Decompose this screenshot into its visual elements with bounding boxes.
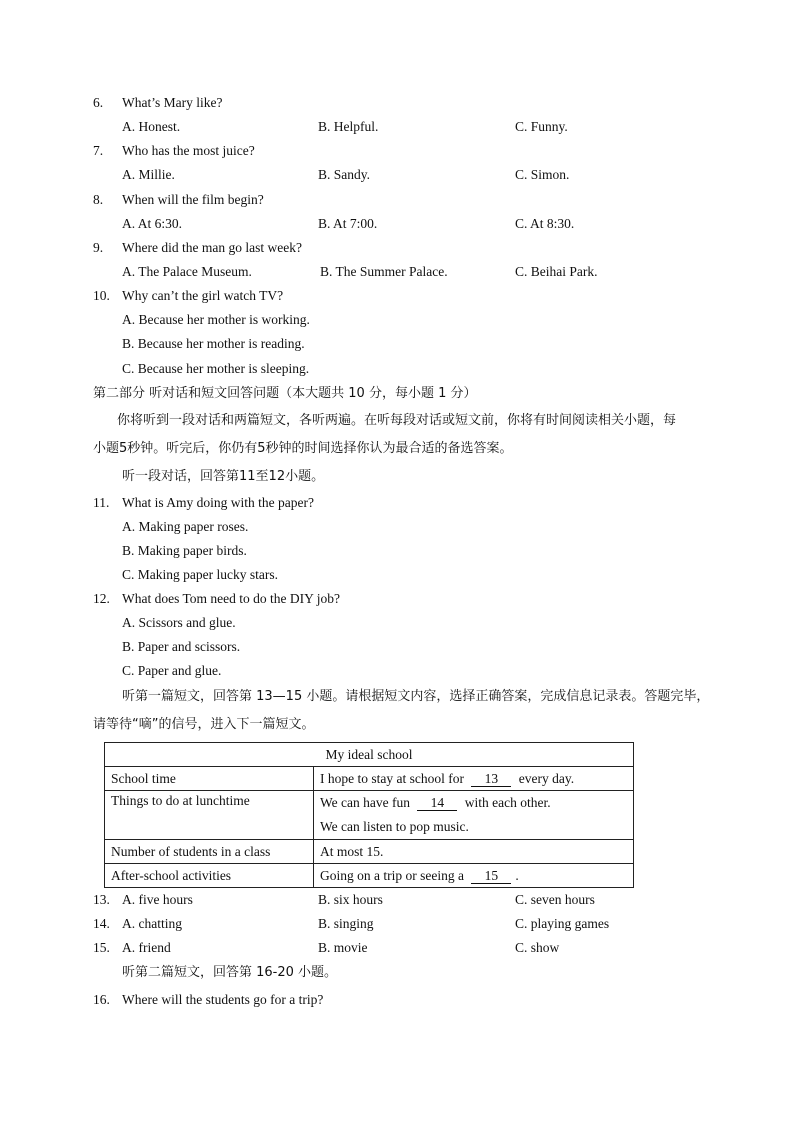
option-a[interactable]: A. Honest. (122, 119, 181, 134)
question-text: Who has the most juice? (122, 143, 255, 158)
option-a[interactable]: A. At 6:30. (122, 216, 183, 231)
option-a[interactable]: A. chatting (122, 916, 182, 931)
option-c[interactable]: C. Making paper lucky stars. (122, 567, 278, 582)
passage-instructions: 听第一篇短文，回答第 13—15 小题。请根据短文内容，选择正确答案，完成信息记录表。答题完毕， (122, 689, 710, 704)
option-a[interactable]: A. Millie. (122, 167, 175, 182)
option-b[interactable]: B. movie (318, 940, 368, 955)
option-c[interactable]: C. Paper and glue. (122, 663, 222, 678)
section-heading: 第二部分 听对话和短文回答问题（本大题共 10 分，每小题 1 分） (93, 386, 477, 401)
question-number: 10. (93, 288, 110, 303)
row-label: Number of students in a class (105, 840, 314, 864)
option-c[interactable]: C. Funny. (515, 119, 568, 134)
option-b[interactable]: B. The Summer Palace. (320, 264, 448, 279)
option-c[interactable]: C. show (515, 940, 560, 955)
question-number: 12. (93, 591, 110, 606)
option-b[interactable]: B. Making paper birds. (122, 543, 247, 558)
option-c[interactable]: C. seven hours (515, 892, 595, 907)
question-number: 16. (93, 992, 110, 1007)
answer-blank[interactable]: 14 (417, 796, 457, 811)
option-b[interactable]: B. Helpful. (318, 119, 379, 134)
question-number: 9. (93, 240, 104, 255)
option-a[interactable]: A. Because her mother is working. (122, 312, 310, 327)
question-number: 6. (93, 95, 104, 110)
question-text: What does Tom need to do the DIY job? (122, 591, 341, 606)
answer-blank[interactable]: 15 (471, 869, 511, 884)
option-a[interactable]: A. five hours (122, 892, 193, 907)
option-a[interactable]: A. The Palace Museum. (122, 264, 252, 279)
option-c[interactable]: C. Simon. (515, 167, 570, 182)
row-label: After-school activities (105, 864, 314, 888)
row-content: We can have fun 14 with each other. We can listen to pop music. (314, 791, 634, 840)
option-b[interactable]: B. Because her mother is reading. (122, 336, 305, 351)
answer-blank[interactable]: 13 (471, 772, 511, 787)
question-text: Where did the man go last week? (122, 240, 302, 255)
option-b[interactable]: B. At 7:00. (318, 216, 378, 231)
row-label: School time (105, 767, 314, 791)
question-text: What’s Mary like? (122, 95, 223, 110)
passage-instructions: 请等待“嘀”的信号，进入下一篇短文。 (93, 717, 315, 732)
option-a[interactable]: A. Making paper roses. (122, 519, 249, 534)
option-b[interactable]: B. six hours (318, 892, 383, 907)
row-content: I hope to stay at school for 13 every day. (314, 767, 634, 791)
option-c[interactable]: C. Beihai Park. (515, 264, 598, 279)
instructions-line: 小题5秒钟。听完后，你仍有5秒钟的时间选择你认为最合适的备选答案。 (93, 441, 513, 456)
table-row (105, 767, 634, 791)
table-title: My ideal school (105, 743, 634, 767)
row-content: Going on a trip or seeing a 15 . (314, 864, 634, 888)
question-number: 8. (93, 192, 104, 207)
option-c[interactable]: C. Because her mother is sleeping. (122, 361, 310, 376)
row-content: At most 15. (314, 840, 634, 864)
table-row (105, 791, 634, 840)
question-number: 11. (93, 495, 110, 510)
dialog-instructions: 听一段对话，回答第11至12小题。 (122, 469, 325, 484)
question-text: Where will the students go for a trip? (122, 992, 324, 1007)
option-c[interactable]: C. playing games (515, 916, 610, 931)
option-b[interactable]: B. singing (318, 916, 374, 931)
table-row (105, 864, 634, 888)
table-row (105, 840, 634, 864)
option-a[interactable]: A. friend (122, 940, 171, 955)
question-number: 7. (93, 143, 104, 158)
instructions-line: 你将听到一段对话和两篇短文，各听两遍。在听每段对话或短文前，你将有时间阅读相关小题，每 (117, 413, 677, 428)
question-text: Why can’t the girl watch TV? (122, 288, 284, 303)
question-text: What is Amy doing with the paper? (122, 495, 314, 510)
option-b[interactable]: B. Paper and scissors. (122, 639, 241, 654)
question-number: 14. (93, 916, 110, 931)
option-a[interactable]: A. Scissors and glue. (122, 615, 236, 630)
row-label: Things to do at lunchtime (105, 791, 314, 840)
question-number: 13. (93, 892, 110, 907)
question-text: When will the film begin? (122, 192, 264, 207)
info-record-table (104, 742, 634, 888)
passage-instructions: 听第二篇短文，回答第 16-20 小题。 (122, 965, 338, 980)
option-b[interactable]: B. Sandy. (318, 167, 371, 182)
question-number: 15. (93, 940, 110, 955)
option-c[interactable]: C. At 8:30. (515, 216, 575, 231)
